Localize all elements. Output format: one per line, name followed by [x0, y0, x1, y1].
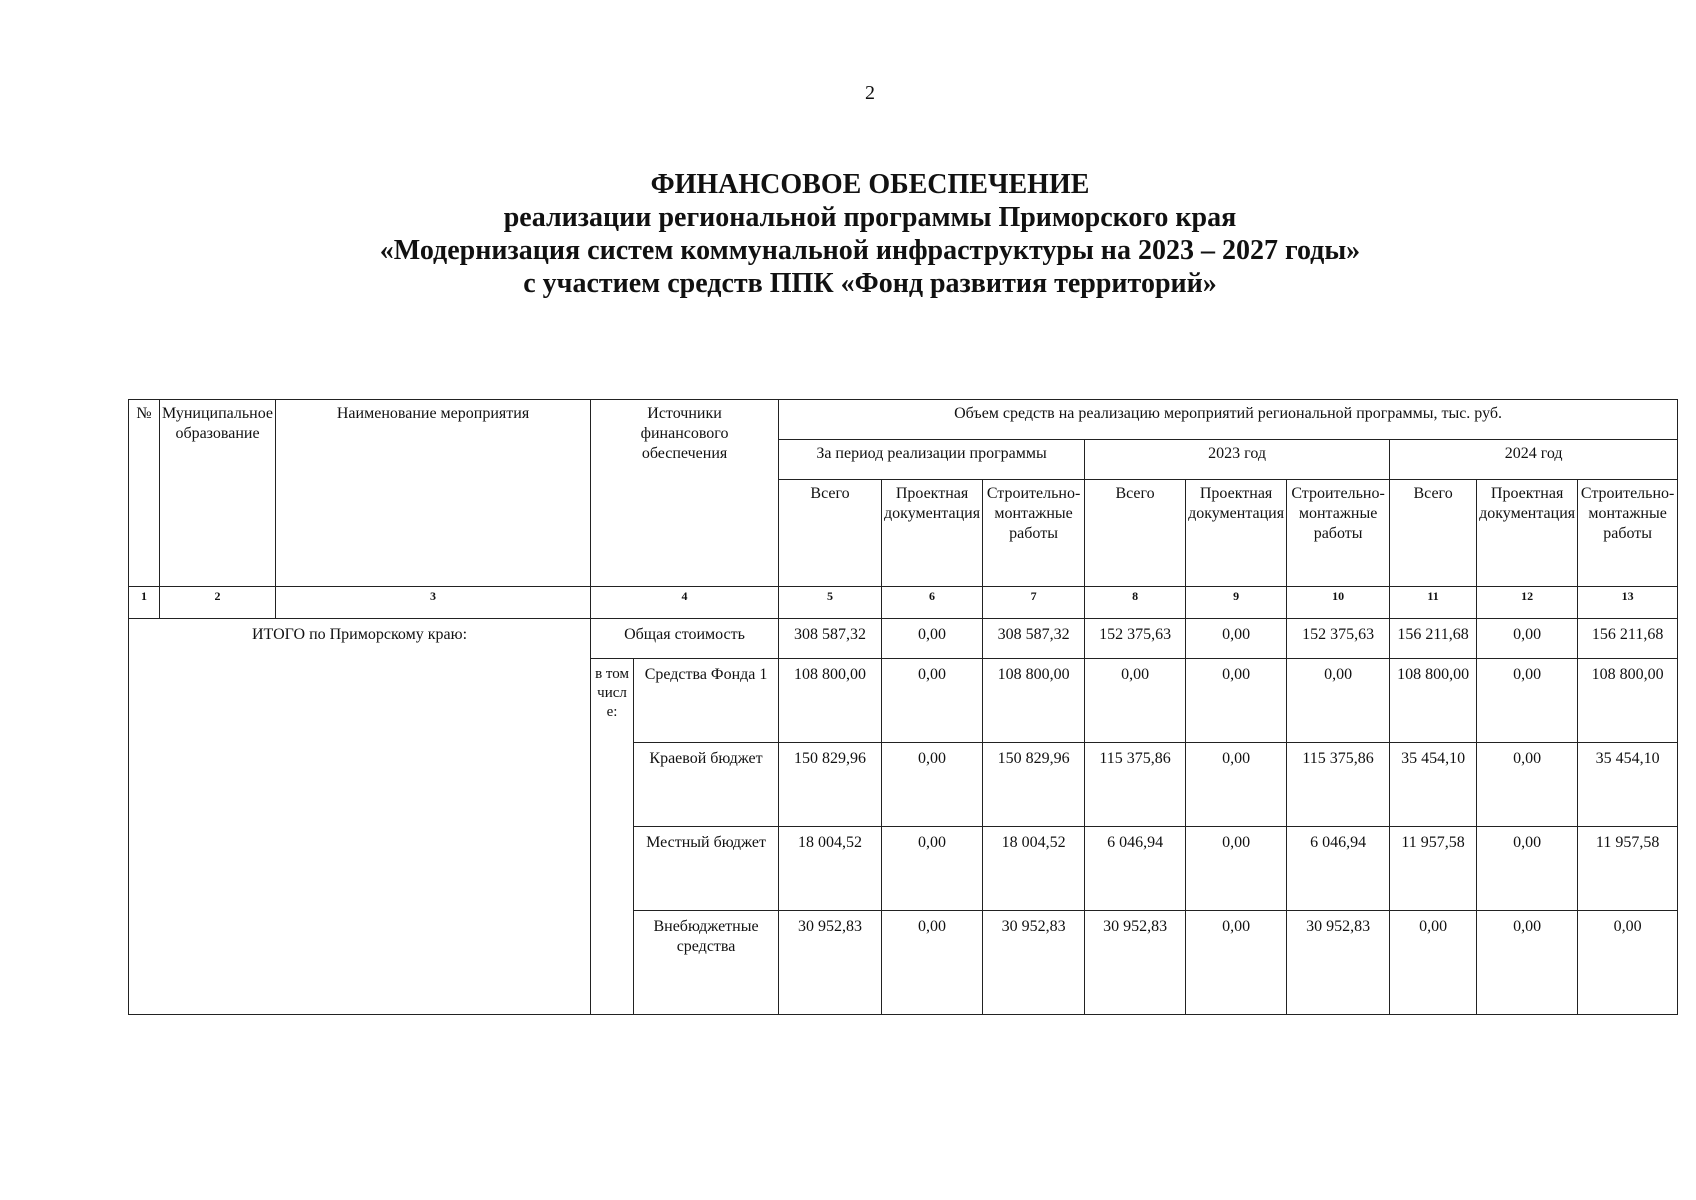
financing-table: [128, 399, 1678, 1015]
table-cell: 35 454,10: [1578, 743, 1678, 827]
header-2024-sub-design: Проектная документация: [1477, 480, 1578, 587]
column-number: 2: [160, 587, 276, 619]
source-extra-budgetary: Внебюджетные средства: [634, 911, 779, 1015]
table-cell: 0,00: [882, 911, 983, 1015]
table-cell: 0,00: [1186, 827, 1287, 911]
title-line-3: «Модернизация систем коммунальной инфраструктуры на 2023 – 2027 годы»: [379, 235, 1361, 266]
column-number: 13: [1578, 587, 1678, 619]
table-cell: 156 211,68: [1390, 619, 1477, 659]
table-cell: 0,00: [1186, 911, 1287, 1015]
column-number: 11: [1390, 587, 1477, 619]
column-number: 12: [1477, 587, 1578, 619]
header-num: №: [129, 400, 160, 587]
column-number: 4: [591, 587, 779, 619]
title-line-4: с участием средств ППК «Фонд развития территорий»: [523, 268, 1217, 299]
table-cell: 108 800,00: [983, 659, 1085, 743]
table-cell: 150 829,96: [779, 743, 882, 827]
table-cell: 115 375,86: [1287, 743, 1390, 827]
page-number: 2: [865, 82, 875, 104]
table-cell: 108 800,00: [1578, 659, 1678, 743]
source-fund: Средства Фонда 1: [634, 659, 779, 743]
table-cell: 11 957,58: [1390, 827, 1477, 911]
table-cell: 0,00: [1186, 743, 1287, 827]
table-cell: 30 952,83: [983, 911, 1085, 1015]
header-2024-sub-construction: Строительно-монтажные работы: [1578, 480, 1678, 587]
table-cell: 152 375,63: [1287, 619, 1390, 659]
document-title: [0, 168, 1696, 300]
column-number: 8: [1085, 587, 1186, 619]
table-cell: 150 829,96: [983, 743, 1085, 827]
source-total-cost: Общая стоимость: [591, 619, 779, 659]
table-cell: 308 587,32: [779, 619, 882, 659]
header-period-sub-total: Всего: [779, 480, 882, 587]
header-period-sub-design: Проектная документация: [882, 480, 983, 587]
table-cell: 0,00: [882, 827, 983, 911]
table-cell: 0,00: [1578, 911, 1678, 1015]
table-cell: 0,00: [1477, 659, 1578, 743]
table-cell: 308 587,32: [983, 619, 1085, 659]
table-cell: 0,00: [882, 743, 983, 827]
source-local-budget: Местный бюджет: [634, 827, 779, 911]
header-sources: Источники финансового обеспечения: [591, 400, 779, 587]
table-cell: 30 952,83: [1287, 911, 1390, 1015]
header-measure-name: Наименование мероприятия: [276, 400, 591, 587]
table-cell: 0,00: [1186, 619, 1287, 659]
header-municipality: Муниципальное образование: [160, 400, 276, 587]
table-cell: 0,00: [1085, 659, 1186, 743]
table-cell: 6 046,94: [1287, 827, 1390, 911]
column-number: 10: [1287, 587, 1390, 619]
header-2023-sub-total: Всего: [1085, 480, 1186, 587]
column-number: 3: [276, 587, 591, 619]
table-cell: 108 800,00: [779, 659, 882, 743]
header-volume: Объем средств на реализацию мероприятий региональной программы, тыс. руб.: [779, 400, 1678, 440]
title-line-1: ФИНАНСОВОЕ ОБЕСПЕЧЕНИЕ: [650, 169, 1090, 200]
table-row: [129, 619, 1678, 659]
table-cell: 0,00: [1477, 911, 1578, 1015]
table-cell: 0,00: [1477, 619, 1578, 659]
total-label: ИТОГО по Приморскому краю:: [129, 619, 591, 1015]
table-cell: 152 375,63: [1085, 619, 1186, 659]
table-cell: 18 004,52: [983, 827, 1085, 911]
header-2023-sub-design: Проектная документация: [1186, 480, 1287, 587]
table-cell: 0,00: [1186, 659, 1287, 743]
table-cell: 0,00: [1477, 827, 1578, 911]
column-number: 9: [1186, 587, 1287, 619]
table-cell: 115 375,86: [1085, 743, 1186, 827]
header-2024-sub-total: Всего: [1390, 480, 1477, 587]
table-cell: 30 952,83: [779, 911, 882, 1015]
table-cell: 6 046,94: [1085, 827, 1186, 911]
table-cell: 0,00: [1477, 743, 1578, 827]
header-period-total: За период реализации программы: [779, 440, 1085, 480]
column-number: 7: [983, 587, 1085, 619]
table-cell: 108 800,00: [1390, 659, 1477, 743]
column-number: 1: [129, 587, 160, 619]
table-cell: 18 004,52: [779, 827, 882, 911]
header-year-2023: 2023 год: [1085, 440, 1390, 480]
table-cell: 35 454,10: [1390, 743, 1477, 827]
table-cell: 0,00: [882, 659, 983, 743]
table-cell: 0,00: [882, 619, 983, 659]
column-number: 6: [882, 587, 983, 619]
header-period-sub-construction: Строительно-монтажные работы: [983, 480, 1085, 587]
table-cell: 30 952,83: [1085, 911, 1186, 1015]
title-line-2: реализации региональной программы Приморского края: [503, 202, 1237, 233]
header-2023-sub-construction: Строительно-монтажные работы: [1287, 480, 1390, 587]
source-regional-budget: Краевой бюджет: [634, 743, 779, 827]
table-cell: 11 957,58: [1578, 827, 1678, 911]
table-cell: 156 211,68: [1578, 619, 1678, 659]
table-cell: 0,00: [1390, 911, 1477, 1015]
table-cell: 0,00: [1287, 659, 1390, 743]
including-label: в том числе:: [591, 659, 634, 1015]
column-number: 5: [779, 587, 882, 619]
header-year-2024: 2024 год: [1390, 440, 1678, 480]
